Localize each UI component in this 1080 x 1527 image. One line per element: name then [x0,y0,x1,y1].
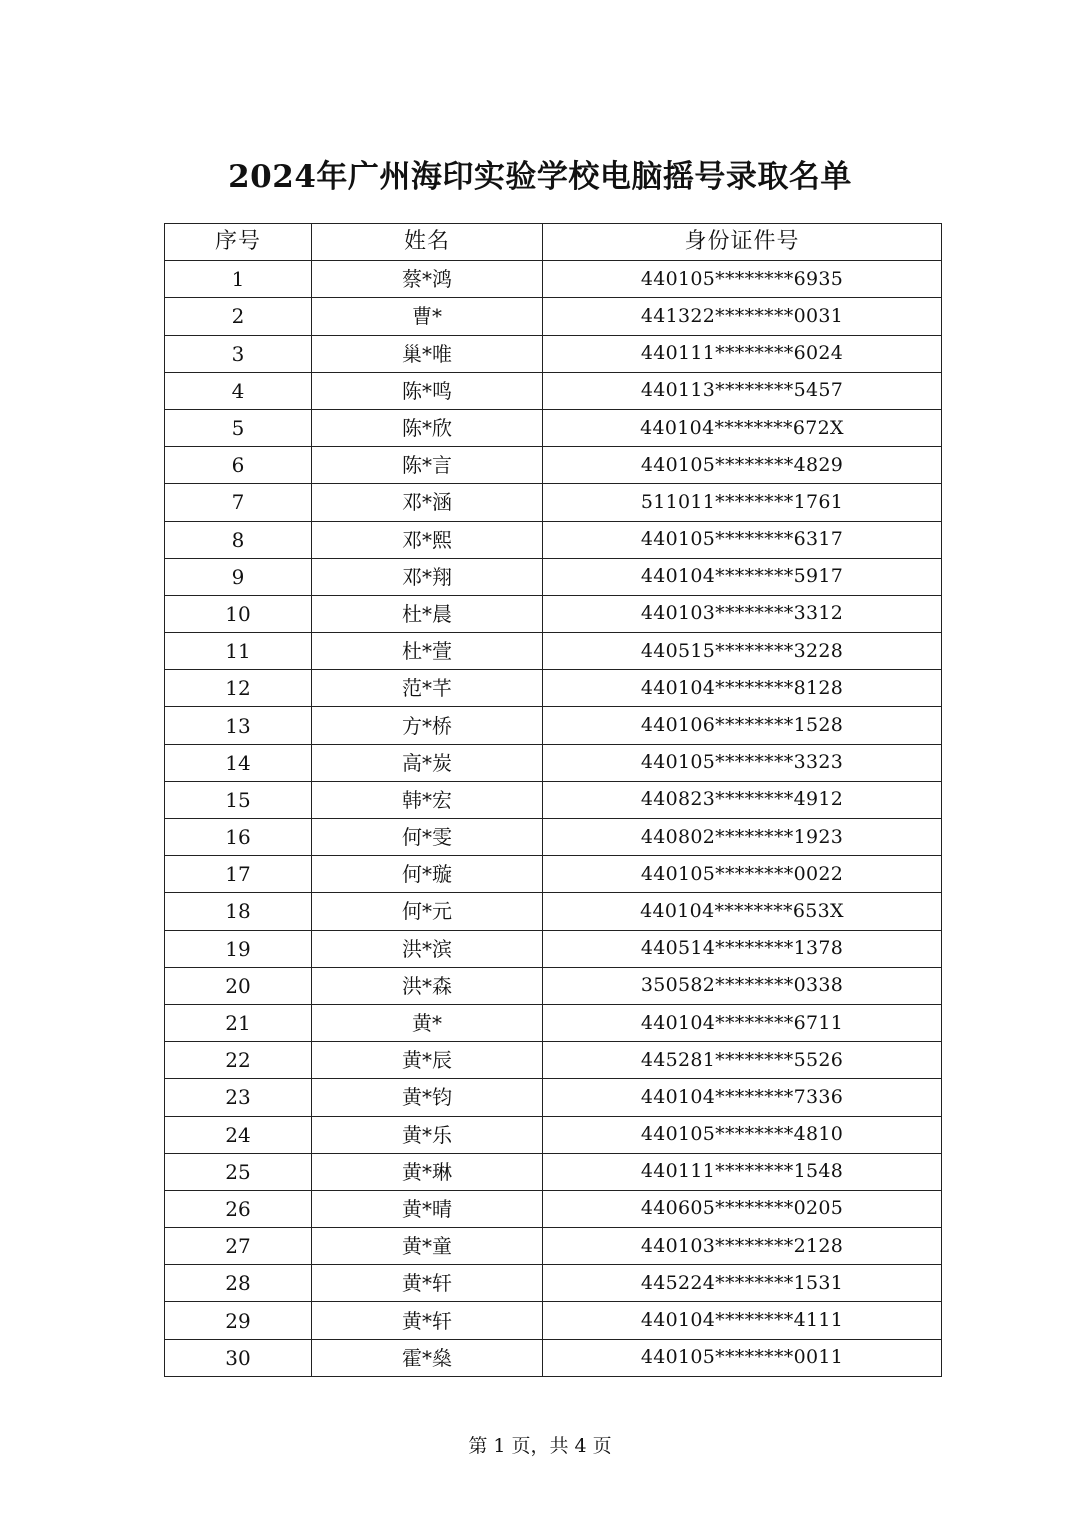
table-row [165,595,942,632]
row-id-cell: 440802********1923 [543,819,942,856]
table-row [165,670,942,707]
row-id-cell: 440105********6317 [543,521,942,558]
table-row [165,521,942,558]
row-seq-cell: 9 [165,558,312,595]
row-seq-cell: 16 [165,819,312,856]
row-name-cell: 高*炭 [312,744,543,781]
row-id-cell: 440105********0011 [543,1339,942,1376]
row-seq-cell: 15 [165,781,312,818]
row-id-cell: 440103********2128 [543,1228,942,1265]
row-id-cell: 440103********3312 [543,595,942,632]
document-title: 2024年广州海印实验学校电脑摇号录取名单 [228,159,852,195]
row-name-cell: 黄*童 [312,1228,543,1265]
table-row [165,1004,942,1041]
row-name-cell: 霍*燊 [312,1339,543,1376]
row-id-cell: 440515********3228 [543,633,942,670]
table-row [165,1339,942,1376]
table-row [165,298,942,335]
row-seq-cell: 10 [165,595,312,632]
table-row [165,261,942,298]
row-id-cell: 440105********0022 [543,856,942,893]
row-name-cell: 巢*唯 [312,335,543,372]
row-name-cell: 黄*轩 [312,1302,543,1339]
table-row [165,335,942,372]
table-row [165,558,942,595]
row-id-cell: 440104********5917 [543,558,942,595]
row-seq-cell: 6 [165,447,312,484]
column-header-name: 姓名 [312,224,543,261]
row-id-cell: 440514********1378 [543,930,942,967]
row-id-cell: 440104********653X [543,893,942,930]
row-name-cell: 蔡*鸿 [312,261,543,298]
row-id-cell: 440105********4810 [543,1116,942,1153]
row-seq-cell: 1 [165,261,312,298]
row-name-cell: 邓*熙 [312,521,543,558]
row-seq-cell: 12 [165,670,312,707]
table-row [165,1190,942,1227]
row-seq-cell: 26 [165,1190,312,1227]
table-row [165,484,942,521]
row-name-cell: 方*桥 [312,707,543,744]
table-row [165,1302,942,1339]
row-id-cell: 440605********0205 [543,1190,942,1227]
row-name-cell: 陈*言 [312,447,543,484]
row-seq-cell: 23 [165,1079,312,1116]
row-id-cell: 440105********3323 [543,744,942,781]
row-name-cell: 洪*森 [312,967,543,1004]
row-seq-cell: 25 [165,1153,312,1190]
row-name-cell: 邓*涵 [312,484,543,521]
row-id-cell: 445281********5526 [543,1042,942,1079]
row-id-cell: 440823********4912 [543,781,942,818]
row-seq-cell: 11 [165,633,312,670]
row-name-cell: 黄* [312,1004,543,1041]
row-name-cell: 黄*琳 [312,1153,543,1190]
row-name-cell: 杜*萱 [312,633,543,670]
row-seq-cell: 28 [165,1265,312,1302]
row-name-cell: 黄*钧 [312,1079,543,1116]
row-name-cell: 洪*滨 [312,930,543,967]
row-id-cell: 440105********4829 [543,447,942,484]
row-id-cell: 350582********0338 [543,967,942,1004]
row-seq-cell: 27 [165,1228,312,1265]
row-id-cell: 511011********1761 [543,484,942,521]
table-row [165,856,942,893]
table-row [165,744,942,781]
row-name-cell: 黄*轩 [312,1265,543,1302]
table-row [165,1265,942,1302]
row-seq-cell: 19 [165,930,312,967]
row-name-cell: 黄*晴 [312,1190,543,1227]
row-seq-cell: 13 [165,707,312,744]
row-id-cell: 440106********1528 [543,707,942,744]
row-id-cell: 440104********6711 [543,1004,942,1041]
row-seq-cell: 21 [165,1004,312,1041]
row-seq-cell: 24 [165,1116,312,1153]
row-seq-cell: 7 [165,484,312,521]
row-name-cell: 陈*欣 [312,409,543,446]
row-id-cell: 440111********1548 [543,1153,942,1190]
row-seq-cell: 29 [165,1302,312,1339]
row-name-cell: 曹* [312,298,543,335]
row-id-cell: 440104********8128 [543,670,942,707]
row-name-cell: 黄*辰 [312,1042,543,1079]
row-name-cell: 何*雯 [312,819,543,856]
row-id-cell: 440104********7336 [543,1079,942,1116]
row-seq-cell: 8 [165,521,312,558]
row-id-cell: 440104********672X [543,409,942,446]
row-name-cell: 黄*乐 [312,1116,543,1153]
table-row [165,930,942,967]
admission-list-table [164,223,942,1377]
table-row [165,819,942,856]
row-id-cell: 440111********6024 [543,335,942,372]
table-row [165,409,942,446]
table-row [165,1079,942,1116]
page-footer: 第 1 页，共 4 页 [468,1435,612,1457]
table-header-row [165,224,942,261]
table-row [165,967,942,1004]
row-seq-cell: 22 [165,1042,312,1079]
table-row [165,372,942,409]
row-name-cell: 陈*鸣 [312,372,543,409]
row-id-cell: 445224********1531 [543,1265,942,1302]
row-seq-cell: 3 [165,335,312,372]
row-name-cell: 韩*宏 [312,781,543,818]
row-seq-cell: 14 [165,744,312,781]
column-header-seq: 序号 [165,224,312,261]
row-id-cell: 440104********4111 [543,1302,942,1339]
table-row [165,893,942,930]
row-seq-cell: 20 [165,967,312,1004]
row-name-cell: 何*元 [312,893,543,930]
table-row [165,1116,942,1153]
row-seq-cell: 17 [165,856,312,893]
row-seq-cell: 18 [165,893,312,930]
row-name-cell: 何*璇 [312,856,543,893]
table-row [165,781,942,818]
column-header-id: 身份证件号 [543,224,942,261]
table-row [165,1228,942,1265]
row-id-cell: 440105********6935 [543,261,942,298]
row-id-cell: 441322********0031 [543,298,942,335]
row-seq-cell: 4 [165,372,312,409]
row-name-cell: 杜*晨 [312,595,543,632]
table-row [165,707,942,744]
row-seq-cell: 2 [165,298,312,335]
row-id-cell: 440113********5457 [543,372,942,409]
row-seq-cell: 30 [165,1339,312,1376]
table-row [165,1153,942,1190]
row-name-cell: 邓*翔 [312,558,543,595]
table-row [165,633,942,670]
row-name-cell: 范*芊 [312,670,543,707]
table-row [165,447,942,484]
row-seq-cell: 5 [165,409,312,446]
table-row [165,1042,942,1079]
